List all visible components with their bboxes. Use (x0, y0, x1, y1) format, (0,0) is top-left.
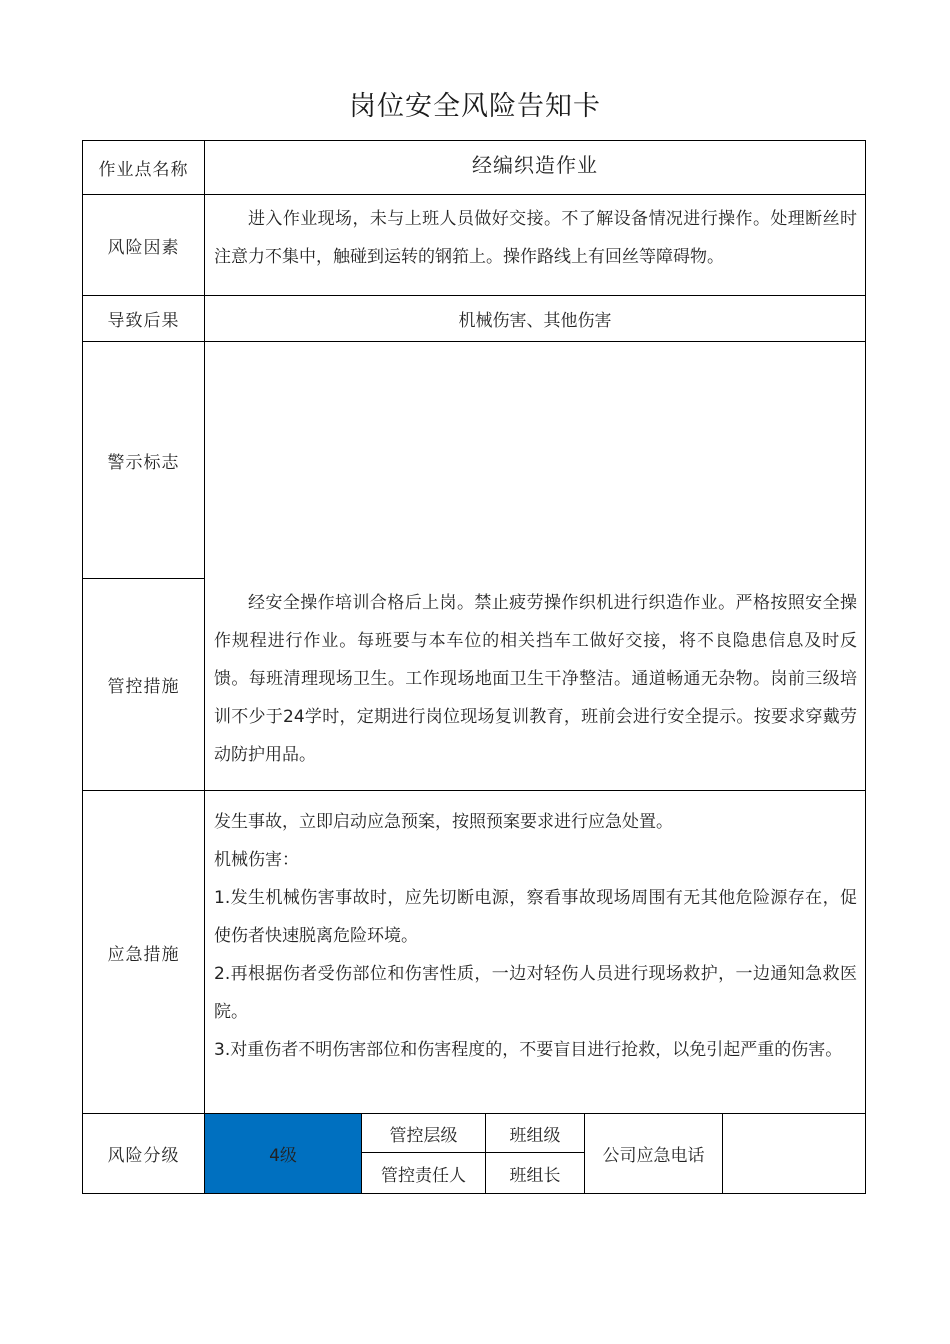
emergency-line: 2.再根据伤者受伤部位和伤害性质，一边对轻伤人员进行现场救护，一边通知急救医院。 (214, 964, 857, 1022)
control-measures-text (214, 584, 857, 774)
page-title: 岗位安全风险告知卡 (349, 91, 601, 122)
emergency-line: 3.对重伤者不明伤害部位和伤害程度的，不要盲目进行抢救，以免引起严重的伤害。 (214, 1040, 843, 1060)
consequences-label: 导致后果 (107, 311, 180, 331)
risk-level-label: 风险分级 (107, 1146, 180, 1166)
control-level-value: 班组级 (509, 1125, 561, 1146)
emergency-phone-value (723, 1114, 865, 1193)
risk-factors-text (214, 200, 857, 276)
control-measures-paragraph: 经安全操作培训合格后上岗。禁止疲劳操作织机进行织造作业。严格按照安全操作规程进行作业。每班要与本车位的相关挡车工做好交接，将不良隐患信息及时反馈。每班清理现场卫生。工作现场地面卫生干净整洁。通道畅通无杂物。岗前三级培训不少于24学时，定期进行岗位现场复训教育，班前会进行安全提示。按要求穿戴劳动防护用品。 (214, 593, 857, 765)
emergency-line: 1.发生机械伤害事故时，应先切断电源，察看事故现场周围有无其他危险源存在，促使伤者快速脱离危险环境。 (214, 888, 857, 946)
risk-factors-paragraph: 进入作业现场，未与上班人员做好交接。不了解设备情况进行操作。处理断丝时注意力不集中，触碰到运转的钢筘上。操作路线上有回丝等障碍物。 (214, 209, 857, 267)
responsible-label: 管控责任人 (381, 1165, 466, 1186)
emergency-phone-label: 公司应急电话 (602, 1146, 705, 1166)
emergency-measures-label: 应急措施 (107, 944, 180, 965)
consequences-value: 机械伤害、其他伤害 (458, 311, 612, 331)
warning-signs-area (205, 342, 865, 578)
risk-level-value: 4级 (269, 1146, 297, 1166)
responsible-value: 班组长 (509, 1165, 561, 1186)
emergency-line: 发生事故，立即启动应急预案，按照预案要求进行应急处置。 (214, 812, 673, 832)
control-measures-label: 管控措施 (107, 677, 180, 697)
emergency-measures-text (214, 803, 857, 1069)
work-point-label: 作业点名称 (98, 160, 189, 180)
work-point-value: 经编织造作业 (472, 153, 598, 177)
warning-signs-label: 警示标志 (107, 452, 180, 473)
risk-factors-label: 风险因素 (107, 237, 180, 258)
control-level-label: 管控层级 (389, 1125, 458, 1146)
emergency-line: 机械伤害： (214, 850, 299, 870)
